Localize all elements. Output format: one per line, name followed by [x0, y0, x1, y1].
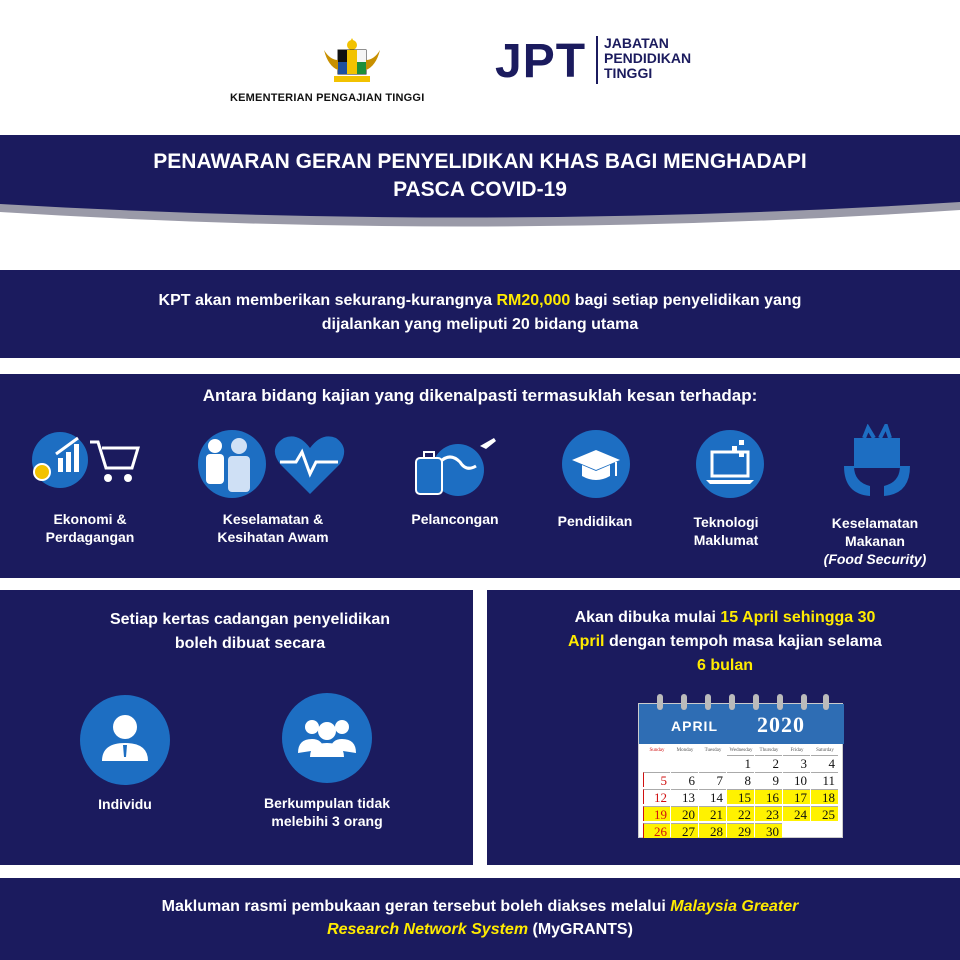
schedule-text-part: dengan tempoh masa kajian selama	[604, 633, 882, 650]
field-tourism	[390, 510, 520, 528]
option-group	[232, 794, 422, 830]
april-2020-calendar	[638, 703, 843, 838]
calendar-ring	[705, 694, 711, 710]
calendar-week-row	[643, 772, 841, 787]
tourism-icon	[410, 432, 500, 502]
calendar-day: 25	[811, 806, 838, 821]
field-education	[535, 512, 655, 530]
field-label: Makanan	[845, 533, 905, 549]
calendar-ring	[753, 694, 759, 710]
calendar-header	[639, 704, 844, 744]
calendar-day: 11	[811, 772, 838, 787]
calendar-day	[671, 755, 698, 770]
system-acronym: (MyGRANTS)	[528, 921, 633, 938]
schedule-text-part: Akan dibuka mulai	[574, 609, 721, 626]
economy-trade-icon	[28, 428, 140, 492]
field-food-security	[808, 514, 942, 568]
study-duration: 6 bulan	[696, 657, 753, 674]
calendar-weekday: Friday	[790, 748, 804, 753]
calendar-day: 20	[671, 806, 698, 821]
calendar-year: 2020	[757, 712, 805, 737]
calendar-week-row	[643, 789, 841, 804]
field-label: Pelancongan	[411, 511, 499, 527]
jpt-full-name	[604, 36, 691, 81]
field-label: Perdagangan	[45, 529, 135, 545]
submission-heading-line: boleh dibuat secara	[174, 635, 326, 652]
jpt-name-line: PENDIDIKAN	[604, 50, 692, 66]
field-information-technology	[666, 513, 786, 549]
calendar-day: 26	[643, 823, 670, 838]
food-security-icon	[840, 424, 914, 504]
calendar-day: 15	[727, 789, 754, 804]
calendar-weekday: Monday	[676, 748, 694, 753]
calendar-day: 1	[727, 755, 754, 770]
public-safety-health-icon	[192, 424, 348, 500]
field-label: Ekonomi &	[53, 511, 127, 527]
open-date-start: 15 April sehingga 30	[720, 609, 876, 626]
submission-heading	[40, 608, 460, 656]
calendar-week-row	[643, 823, 841, 838]
calendar-day: 8	[727, 772, 754, 787]
calendar-day: 22	[727, 806, 754, 821]
calendar-day: 30	[755, 823, 782, 838]
system-name: Malaysia Greater	[670, 898, 799, 915]
calendar-weekday: Thursday	[759, 748, 779, 753]
submission-heading-line: Setiap kertas cadangan penyelidikan	[109, 611, 391, 628]
field-economy-trade	[20, 510, 160, 546]
calendar-day: 14	[699, 789, 726, 804]
calendar-weekday: Wednesday	[729, 748, 753, 753]
calendar-day: 16	[755, 789, 782, 804]
option-label: Berkumpulan tidak	[263, 795, 391, 811]
field-label: Maklumat	[693, 532, 759, 548]
calendar-ring	[729, 694, 735, 710]
calendar-weekday: Saturday	[816, 748, 834, 753]
calendar-weekday-row	[643, 748, 841, 753]
calendar-day: 13	[671, 789, 698, 804]
field-public-safety-health	[188, 510, 358, 546]
field-label: (Food Security)	[823, 551, 927, 567]
calendar-month: APRIL	[671, 718, 718, 734]
schedule-text	[500, 606, 950, 678]
option-label: melebihi 3 orang	[271, 813, 383, 829]
funding-announcement-text	[40, 289, 920, 337]
calendar-weekday: Tuesday	[704, 748, 722, 753]
system-name: Research Network System	[327, 921, 529, 938]
calendar-day: 27	[671, 823, 698, 838]
research-fields-heading: Antara bidang kajian yang dikenalpasti termasuklah kesan terhadap:	[202, 386, 758, 405]
calendar-ring	[657, 694, 663, 710]
field-label: Teknologi	[693, 514, 759, 530]
title-line: PASCA COVID-19	[393, 178, 567, 201]
footer-text	[40, 895, 920, 941]
calendar-day	[783, 823, 810, 838]
announcement-text: dijalankan yang meliputi 20 bidang utama	[321, 316, 639, 333]
calendar-weekday: Sunday	[649, 748, 665, 753]
jpt-name-line: JABATAN	[604, 35, 669, 51]
calendar-day: 12	[643, 789, 670, 804]
calendar-day: 24	[783, 806, 810, 821]
logo-divider	[596, 36, 598, 84]
calendar-day: 7	[699, 772, 726, 787]
page-title	[60, 148, 900, 204]
field-label: Pendidikan	[557, 513, 633, 529]
calendar-day: 4	[811, 755, 838, 770]
calendar-ring	[823, 694, 829, 710]
ministry-name: KEMENTERIAN PENGAJIAN TINGGI	[230, 92, 425, 104]
group-icon	[282, 693, 372, 783]
option-individual: Individu	[98, 796, 152, 812]
calendar-day: 3	[783, 755, 810, 770]
calendar-ring	[801, 694, 807, 710]
calendar-day	[811, 823, 838, 838]
calendar-day: 29	[727, 823, 754, 838]
open-date-end: April	[568, 633, 605, 650]
footer-text-part: Makluman rasmi pembukaan geran tersebut boleh diakses melalui	[161, 898, 671, 915]
jpt-name-line: TINGGI	[604, 65, 653, 81]
laptop-icon	[696, 430, 764, 498]
grant-amount: RM20,000	[496, 292, 571, 309]
calendar-ring	[681, 694, 687, 710]
calendar-day: 6	[671, 772, 698, 787]
jpt-logo: JPT	[495, 35, 587, 88]
calendar-day: 23	[755, 806, 782, 821]
calendar-day: 19	[643, 806, 670, 821]
calendar-day: 17	[783, 789, 810, 804]
calendar-day: 5	[643, 772, 670, 787]
announcement-text: bagi setiap penyelidikan yang	[570, 292, 802, 309]
calendar-day: 10	[783, 772, 810, 787]
calendar-day	[699, 755, 726, 770]
graduation-cap-icon	[562, 430, 630, 498]
title-line: PENAWARAN GERAN PENYELIDIKAN KHAS BAGI MENGHADAPI	[153, 150, 807, 173]
calendar-day: 28	[699, 823, 726, 838]
calendar-day: 18	[811, 789, 838, 804]
calendar-week-row	[643, 755, 841, 770]
field-label: Keselamatan &	[222, 511, 324, 527]
header	[0, 0, 960, 135]
malaysia-coat-of-arms-icon	[318, 36, 386, 88]
field-label: Keselamatan	[831, 515, 919, 531]
calendar-day: 9	[755, 772, 782, 787]
announcement-text: KPT akan memberikan sekurang-kurangnya	[158, 292, 497, 309]
calendar-day: 21	[699, 806, 726, 821]
calendar-ring	[777, 694, 783, 710]
calendar-day: 2	[755, 755, 782, 770]
calendar-grid	[643, 748, 841, 838]
field-label: Kesihatan Awam	[217, 529, 329, 545]
calendar-day	[643, 755, 670, 770]
calendar-week-row	[643, 806, 841, 821]
individual-icon	[80, 695, 170, 785]
